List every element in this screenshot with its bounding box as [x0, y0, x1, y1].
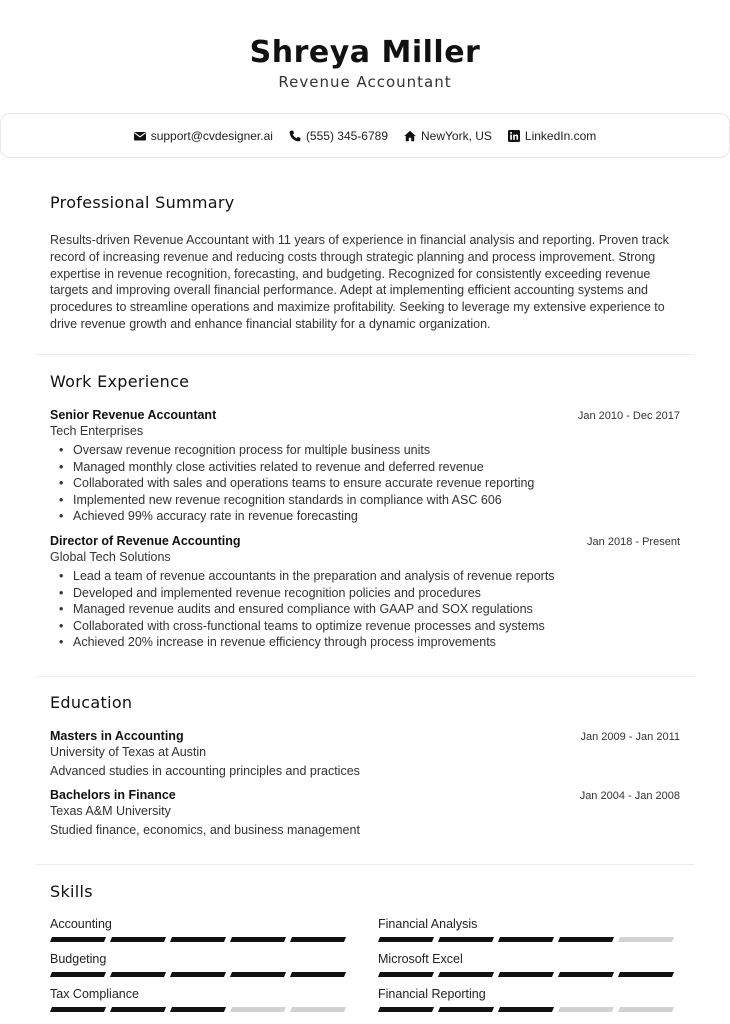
skill-level-segment [170, 1007, 226, 1012]
skills-section [50, 882, 680, 1012]
skill-level-segment [50, 972, 106, 977]
phone-icon [289, 130, 301, 142]
candidate-name: Shreya Miller [249, 35, 481, 70]
summary-title: Professional Summary [50, 193, 235, 212]
job-entry [50, 534, 680, 651]
job-dates: Jan 2010 - Dec 2017 [577, 410, 680, 422]
skill-level-segment [50, 937, 106, 942]
envelope-icon [134, 130, 146, 142]
job-company: Tech Enterprises [50, 424, 144, 438]
experience-title: Work Experience [50, 372, 190, 391]
contact-linkedin[interactable] [508, 129, 596, 143]
degree-title: Masters in Accounting [50, 729, 184, 743]
skill-item [50, 952, 350, 977]
job-company: Global Tech Solutions [50, 549, 171, 564]
skill-level-segment [170, 972, 226, 977]
job-bullets [50, 568, 680, 651]
skill-name: Tax Compliance [50, 987, 139, 1001]
education-title: Education [50, 693, 133, 712]
education-dates: Jan 2009 - Jan 2011 [580, 731, 680, 743]
summary-text: Results-driven Revenue Accountant with 11 years of experience in financial analysis and reporting. Proven track record of increasing revenue and reducing costs through strategic planning and process improvement. Strong expertise in revenue recognition, forecasting, and budgeting. Recognized for consistently exceeding revenue targets and improving overall financial performance. Adept at implementing efficient accounting systems and procedures to streamline operations and maximize profitability. Seeking to leverage my extensive experience to drive revenue growth and enhance financial stability for a dynamic organization. [50, 233, 669, 331]
divider [36, 864, 694, 865]
divider [36, 676, 694, 677]
list-item: • Collaborated with cross-functional teams to optimize revenue processes and systems [50, 618, 680, 635]
contact-location-text: NewYork, US [421, 128, 492, 143]
skill-level-segment [290, 937, 346, 942]
skills-grid [50, 917, 680, 1012]
skill-item [50, 917, 350, 942]
candidate-role: Revenue Accountant [278, 73, 452, 91]
list-item: • Achieved 99% accuracy rate in revenue forecasting [50, 508, 680, 525]
skill-level-segment [558, 1007, 614, 1012]
skill-level-segment [558, 937, 614, 942]
skill-name: Accounting [50, 917, 112, 931]
skill-level-segment [170, 937, 226, 942]
skill-level-segment [378, 972, 434, 977]
home-icon [404, 130, 416, 142]
skill-level-segment [110, 937, 166, 942]
skill-level-segment [618, 972, 674, 977]
school-name: Texas A&M University [50, 804, 171, 818]
school-name: University of Texas at Austin [50, 745, 207, 759]
contact-email-text: support@cvdesigner.ai [150, 128, 273, 143]
list-item: • Achieved 20% increase in revenue efficiency through process improvements [50, 634, 680, 651]
education-description: Studied finance, economics, and business management [50, 823, 360, 837]
skill-level-segment [50, 1007, 106, 1012]
job-entry [50, 408, 680, 525]
skill-level-segment [290, 972, 346, 977]
experience-section [50, 372, 680, 651]
job-title: Director of Revenue Accounting [50, 533, 241, 548]
skill-level-segment [438, 972, 494, 977]
skill-item [378, 952, 678, 977]
skill-level-segment [498, 1007, 554, 1012]
skill-name: Microsoft Excel [378, 952, 463, 966]
contact-linkedin-text: LinkedIn.com [524, 128, 597, 143]
contact-phone-text: (555) 345-6789 [305, 128, 388, 143]
skill-name: Financial Analysis [378, 917, 478, 931]
contact-bar [0, 113, 730, 158]
skill-level-segment [110, 1007, 166, 1012]
divider [36, 354, 694, 355]
skill-level-segment [230, 1007, 286, 1012]
skills-title: Skills [50, 882, 93, 901]
contact-email[interactable] [134, 129, 273, 143]
list-item: • Developed and implemented revenue recognition policies and procedures [50, 585, 680, 602]
contact-location [404, 129, 492, 143]
list-item: • Implemented new revenue recognition standards in compliance with ASC 606 [50, 492, 680, 509]
list-item: • Managed revenue audits and ensured compliance with GAAP and SOX regulations [50, 601, 680, 618]
skill-item [378, 987, 678, 1012]
list-item: • Managed monthly close activities related to revenue and deferred revenue [50, 459, 680, 476]
skill-item [378, 917, 678, 942]
skill-item [50, 987, 350, 1012]
job-bullets [50, 442, 680, 525]
list-item: • Collaborated with sales and operations teams to ensure accurate revenue reporting [50, 475, 680, 492]
skill-level-segment [558, 972, 614, 977]
degree-title: Bachelors in Finance [50, 788, 176, 802]
skill-name: Financial Reporting [378, 987, 486, 1001]
education-dates: Jan 2004 - Jan 2008 [579, 790, 680, 802]
resume-header [0, 0, 730, 91]
skill-level-bar [378, 937, 678, 942]
skill-level-segment [438, 1007, 494, 1012]
list-item: • Oversaw revenue recognition process for multiple business units [50, 442, 680, 459]
skill-name: Budgeting [50, 952, 107, 966]
skill-level-segment [618, 1007, 674, 1012]
skill-level-segment [498, 972, 554, 977]
skill-level-segment [498, 937, 554, 942]
skill-level-segment [438, 937, 494, 942]
linkedin-icon [508, 130, 520, 142]
skill-level-segment [230, 937, 286, 942]
skill-level-segment [378, 937, 434, 942]
job-dates: Jan 2018 - Present [587, 535, 680, 548]
skill-level-segment [378, 1007, 434, 1012]
skill-level-bar [50, 1007, 350, 1012]
education-description: Advanced studies in accounting principles and practices [50, 764, 360, 778]
education-entry [50, 788, 680, 837]
skill-level-bar [50, 937, 350, 942]
contact-phone[interactable] [289, 129, 388, 143]
skill-level-segment [230, 972, 286, 977]
skill-level-bar [50, 972, 350, 977]
list-item: • Lead a team of revenue accountants in the preparation and analysis of revenue reports [50, 568, 680, 585]
skill-level-segment [290, 1007, 346, 1012]
skill-level-segment [618, 937, 674, 942]
job-title: Senior Revenue Accountant [50, 408, 217, 422]
skill-level-bar [378, 1007, 678, 1012]
skill-level-segment [110, 972, 166, 977]
education-section [50, 693, 680, 837]
summary-section [50, 193, 680, 333]
education-entry [50, 729, 680, 778]
skill-level-bar [378, 972, 678, 977]
